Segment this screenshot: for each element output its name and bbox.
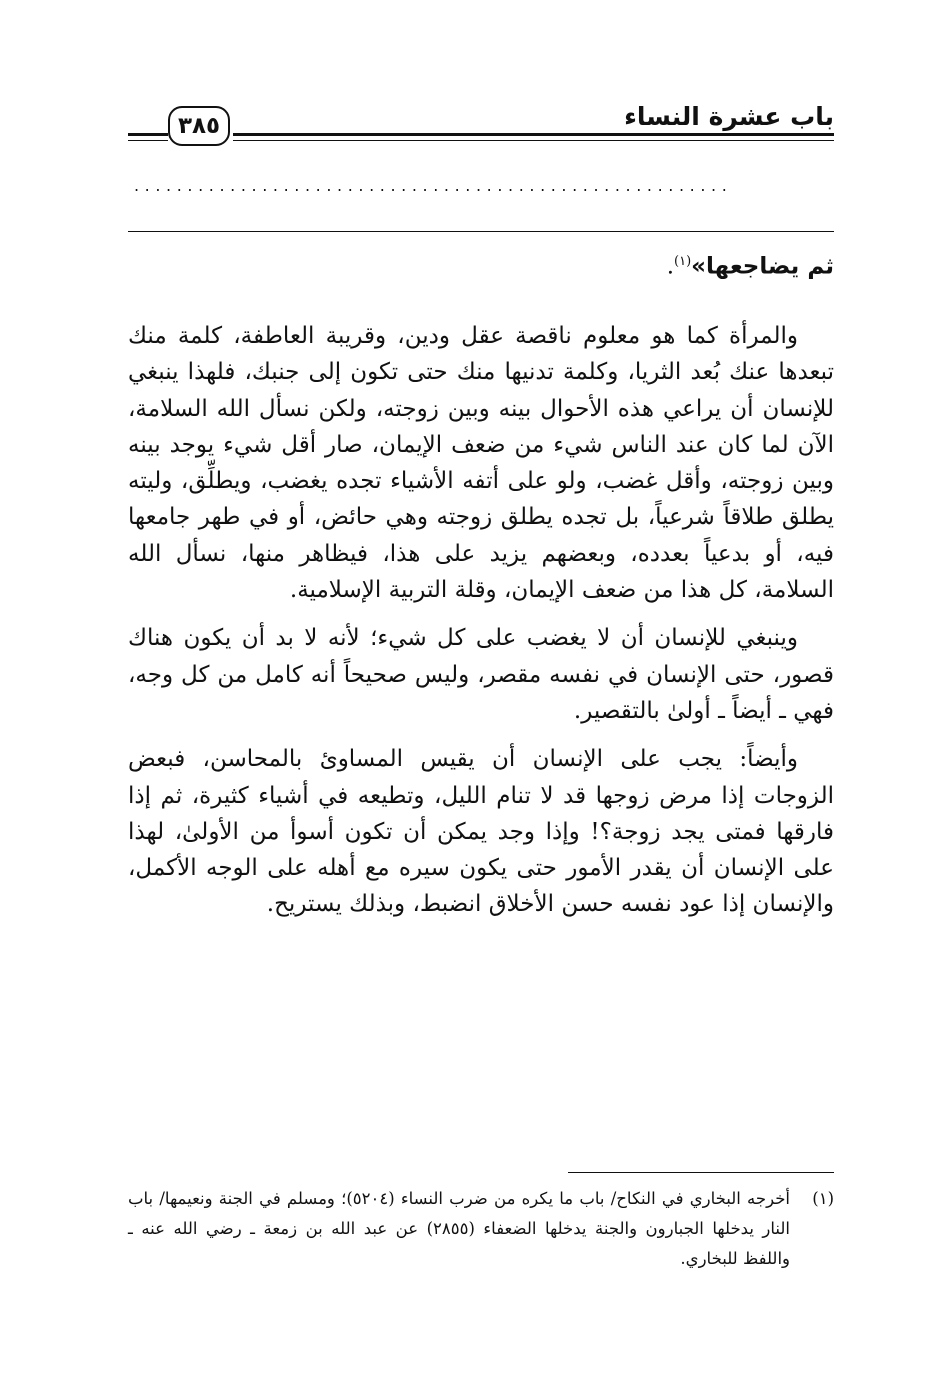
hadith-fragment: ثم يضاجعها»	[691, 253, 834, 280]
hadith-fragment-end: .	[666, 253, 674, 280]
hadith-ending	[128, 244, 834, 285]
paragraph: وينبغي للإنسان أن لا يغضب على كل شيء؛ لأنه لا بد أن يكون هناك قصور، حتى الإنسان في نفسه مقصر، وليس صحيحاً أنه كامل من كل وجه، فهي ـ أيضاً ـ أولىٰ بالتقصير.	[128, 625, 834, 724]
section-separator	[128, 231, 834, 232]
ellipsis-row: ........................................................	[134, 176, 733, 195]
paragraph: والمرأة كما هو معلوم ناقصة عقل ودين، وقريبة العاطفة، كلمة منك تبعدها عنك بُعد الثريا، وكلمة تدنيها منك حتى تكون إلى جنبك، فلهذا ينبغي للإنسان أن يراعي هذه الأحوال بينه وبين زوجته، ولكن نسأل الله السلامة، الآن لما كان عند الناس شيء من ضعف الإيمان، صار أقل شيء يوجد بينه وبين زوجته، وأقل غضب، ولو على أتفه الأشياء تجده يغضب، ويطلِّق، وليته يطلق طلاقاً شرعياً، بل تجده يطلق زوجته وهي حائض، أو في طهر جامعها فيه، أو بدعياً بعدده، وبعضهم يزيد على هذا، فيظاهر منها، نسأل الله السلامة، كل هذا من ضعف الإيمان، وقلة التربية الإسلامية.	[128, 322, 834, 604]
footnote-text: أخرجه البخاري في النكاح/ باب ما يكره من ضرب النساء (٥٢٠٤)؛ ومسلم في الجنة ونعيمها/ باب النار يدخلها الجبارون والجنة يدخلها الضعفاء (٢٨٥٥) عن عبد الله بن زمعة ـ رضي الله عنه ـ واللفظ للبخاري.	[128, 1189, 791, 1268]
page-number: ٣٨٥	[168, 106, 230, 146]
header-rule	[233, 133, 834, 136]
header-rule-left-thin	[128, 140, 168, 141]
chapter-title: باب عشرة النساء	[624, 102, 834, 131]
footnote-reference: (١)	[674, 254, 692, 269]
footnote-separator	[568, 1172, 834, 1173]
footnote	[128, 1184, 834, 1274]
paragraph: وأيضاً: يجب على الإنسان أن يقيس المساوئ بالمحاسن، فبعض الزوجات إذا مرض زوجها قد لا تنام الليل، وتطيعه في أشياء كثيرة، ثم إذا فارقها فمتى يجد زوجة؟! وإذا وجد يمكن أن تكون أسوأ من الأولىٰ، لهذا على الإنسان أن يقدر الأمور حتى يكون سيره مع أهله على الوجه الأكمل، والإنسان إذا عود نفسه حسن الأخلاق انضبط، وبذلك يستريح.	[128, 746, 834, 918]
header-rule-thin	[233, 140, 834, 141]
header-rule-left	[128, 133, 168, 136]
footnote-number: (١)	[812, 1189, 834, 1208]
main-text	[128, 244, 834, 923]
